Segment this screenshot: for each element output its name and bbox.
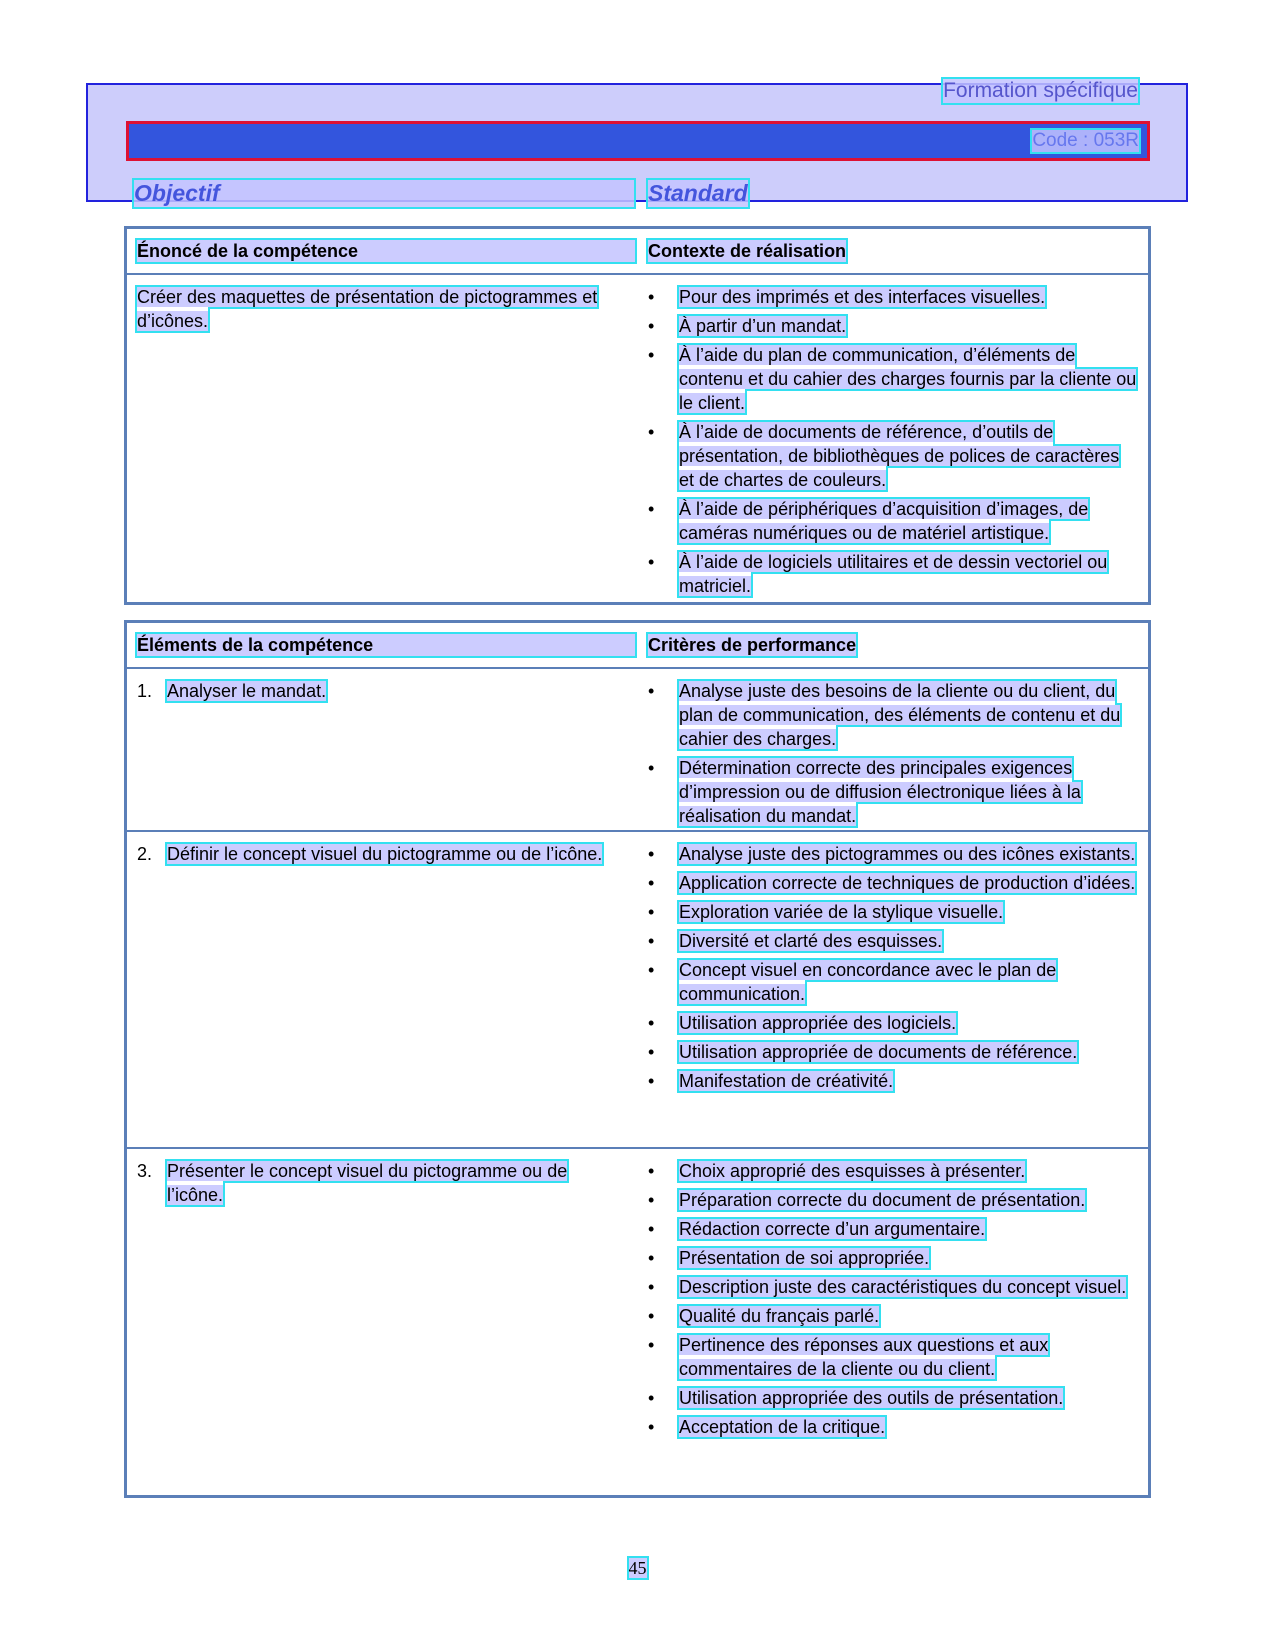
contexte-list — [648, 275, 1148, 598]
element-text: Définir le concept visuel du pictogramme ou de l’icône. — [167, 844, 603, 864]
bullet-icon: • — [648, 681, 655, 701]
list-item: • Utilisation appropriée de documents de référence. — [648, 1042, 1078, 1062]
bullet-icon: • — [648, 1335, 655, 1355]
code-label: Code : 053R — [1032, 130, 1139, 151]
bullet-icon: • — [648, 844, 655, 864]
element-cell — [137, 679, 627, 703]
enonce-header: Énoncé de la compétence — [137, 240, 635, 262]
list-item: • Préparation correcte du document de présentation. — [648, 1190, 1086, 1210]
bullet-icon: • — [648, 316, 655, 336]
bullet-icon: • — [648, 422, 655, 442]
bullet-icon: • — [648, 1190, 655, 1210]
list-item: • Description juste des caractéristiques du concept visuel. — [648, 1277, 1127, 1297]
element-text: Présenter le concept visuel du pictogramme ou de l’icône. — [167, 1161, 568, 1205]
bullet-icon: • — [648, 1071, 655, 1091]
list-item: • Pertinence des réponses aux questions et aux commentaires de la cliente ou du client. — [648, 1335, 1049, 1379]
list-item: • Analyse juste des pictogrammes ou des icônes existants. — [648, 844, 1136, 864]
standard-label: Standard — [648, 180, 748, 206]
list-item: • Utilisation appropriée des logiciels. — [648, 1013, 957, 1033]
enonce-cell — [137, 285, 627, 333]
bullet-icon: • — [648, 1219, 655, 1239]
list-item: • Présentation de soi appropriée. — [648, 1248, 930, 1268]
criteres-list — [648, 669, 1148, 828]
element-number: 1. — [137, 681, 153, 701]
competence-row — [127, 275, 1148, 598]
bullet-icon: • — [648, 1042, 655, 1062]
element-cell — [137, 1159, 627, 1207]
element-row-1 — [127, 669, 1148, 830]
bullet-icon: • — [648, 902, 655, 922]
page-number: 45 — [628, 1558, 647, 1578]
bullet-icon: • — [648, 1417, 655, 1437]
elements-table-head — [127, 623, 1148, 669]
objectif-label: Objectif — [134, 180, 634, 207]
bullet-icon: • — [648, 873, 655, 893]
bullet-icon: • — [648, 1161, 655, 1181]
bullet-icon: • — [648, 960, 655, 980]
list-item: • À l’aide de logiciels utilitaires et de dessin vectoriel ou matriciel. — [648, 552, 1108, 596]
list-item: • À partir d’un mandat. — [648, 316, 847, 336]
bullet-icon: • — [648, 1248, 655, 1268]
list-item: • Détermination correcte des principales exigences d’impression ou de diffusion électronique liées à la réalisation du mandat. — [648, 758, 1081, 826]
element-number: 2. — [137, 844, 153, 864]
elements-header: Éléments de la compétence — [137, 634, 635, 656]
list-item: • Manifestation de créativité. — [648, 1071, 894, 1091]
bullet-icon: • — [648, 758, 655, 778]
competence-table-head — [127, 229, 1148, 275]
bullet-icon: • — [648, 345, 655, 365]
list-item: • Utilisation appropriée des outils de présentation. — [648, 1388, 1064, 1408]
contexte-header: Contexte de réalisation — [648, 241, 847, 261]
enonce-text: Créer des maquettes de présentation de pictogrammes et d’icônes. — [137, 287, 598, 331]
code-bar — [126, 121, 1150, 161]
list-item: • À l’aide de documents de référence, d’outils de présentation, de bibliothèques de polices de caractères et de chartes de couleurs. — [648, 422, 1120, 490]
element-row-2 — [127, 830, 1148, 1147]
formation-label: Formation spécifique — [943, 79, 1138, 102]
elements-table — [124, 620, 1151, 1498]
element-text: Analyser le mandat. — [167, 681, 327, 701]
list-item: • Choix approprié des esquisses à présenter. — [648, 1161, 1026, 1181]
bullet-icon: • — [648, 552, 655, 572]
list-item: • Qualité du français parlé. — [648, 1306, 880, 1326]
criteres-list — [648, 1149, 1148, 1439]
list-item: • Concept visuel en concordance avec le plan de communication. — [648, 960, 1057, 1004]
list-item: • Rédaction correcte d’un argumentaire. — [648, 1219, 986, 1239]
competence-table — [124, 226, 1151, 605]
list-item: • Analyse juste des besoins de la cliente ou du client, du plan de communication, des éléments de contenu et du cahier des charges. — [648, 681, 1121, 749]
element-cell — [137, 842, 627, 866]
list-item: • Acceptation de la critique. — [648, 1417, 886, 1437]
list-item: • Application correcte de techniques de production d’idées. — [648, 873, 1136, 893]
list-item: • Exploration variée de la stylique visuelle. — [648, 902, 1004, 922]
list-item: • Pour des imprimés et des interfaces visuelles. — [648, 287, 1046, 307]
bullet-icon: • — [648, 287, 655, 307]
criteres-header: Critères de performance — [648, 635, 857, 655]
bullet-icon: • — [648, 499, 655, 519]
bullet-icon: • — [648, 1277, 655, 1297]
bullet-icon: • — [648, 1013, 655, 1033]
element-row-3 — [127, 1147, 1148, 1439]
bullet-icon: • — [648, 1388, 655, 1408]
bullet-icon: • — [648, 931, 655, 951]
element-number: 3. — [137, 1161, 153, 1181]
bullet-icon: • — [648, 1306, 655, 1326]
list-item: • À l’aide du plan de communication, d’éléments de contenu et du cahier des charges fournis par la cliente ou le client. — [648, 345, 1137, 413]
list-item: • Diversité et clarté des esquisses. — [648, 931, 943, 951]
list-item: • À l’aide de périphériques d’acquisition d’images, de caméras numériques ou de matériel artistique. — [648, 499, 1089, 543]
criteres-list — [648, 832, 1148, 1093]
